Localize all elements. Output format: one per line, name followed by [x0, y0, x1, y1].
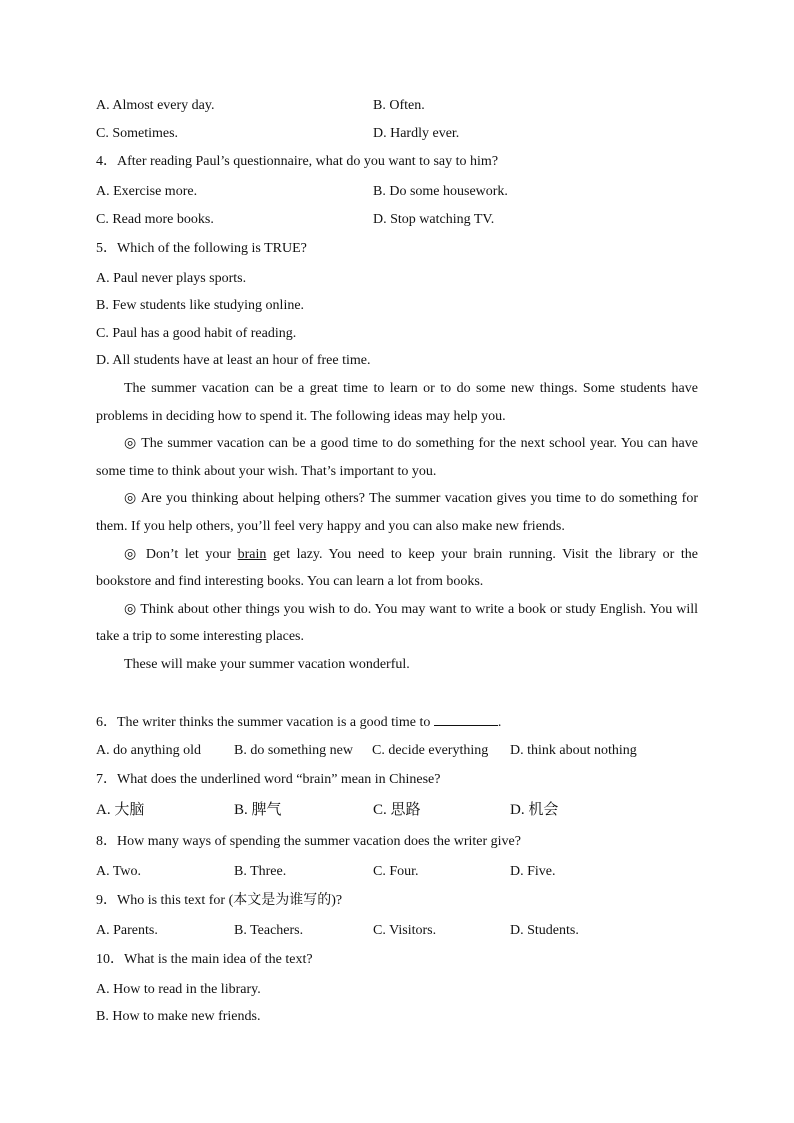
q5-option-c: C. Paul has a good habit of reading. [96, 326, 297, 341]
q8-option-b: B. Three. [234, 864, 287, 879]
q7-option-b: B. 脾气 [234, 802, 282, 818]
passage-idea-2: ◎ Are you thinking about helping others? The summer vacation gives you time to do something for them. If you help others, you’ll feel very happy and you can also make new friends. [96, 491, 698, 534]
q9-option-a: A. Parents. [96, 923, 158, 938]
q6-option-d: D. think about nothing [510, 743, 637, 758]
q4-option-b: B. Do some housework. [373, 184, 508, 199]
q7-stem: 7．What does the underlined word “brain” mean in Chinese? [96, 772, 441, 787]
q9-stem: 9．Who is this text for (本文是为谁写的)? [96, 893, 343, 908]
q10-option-a: A. How to read in the library. [96, 982, 261, 997]
q5-option-d: D. All students have at least an hour of free time. [96, 353, 371, 368]
q7-option-d: D. 机会 [510, 802, 559, 818]
passage-idea-1: ◎ The summer vacation can be a good time to do something for the next school year. You can have some time to think about your wish. That’s important to you. [96, 436, 698, 479]
passage-intro: The summer vacation can be a great time to learn or to do some new things. Some students have problems in deciding how to spend it. The following ideas may help you. [96, 381, 698, 424]
q6-stem: 6．The writer thinks the summer vacation is a good time to . [96, 712, 501, 732]
q6-option-a: A. do anything old [96, 743, 201, 758]
q3-option-b: B. Often. [373, 98, 425, 113]
q10-option-b: B. How to make new friends. [96, 1009, 261, 1024]
q5-option-a: A. Paul never plays sports. [96, 271, 247, 286]
q6-option-c: C. decide everything [372, 743, 489, 758]
q5-stem: 5．Which of the following is TRUE? [96, 241, 307, 256]
q4-stem: 4．After reading Paul’s questionnaire, what do you want to say to him? [96, 154, 499, 169]
answer-blank [434, 712, 498, 726]
q9-option-b: B. Teachers. [234, 923, 304, 938]
q7-option-c: C. 思路 [373, 802, 421, 818]
q4-option-c: C. Read more books. [96, 212, 214, 227]
passage-closing: These will make your summer vacation wonderful. [124, 656, 410, 672]
reading-passage [96, 375, 698, 679]
q4-option-a: A. Exercise more. [96, 184, 198, 199]
q8-option-c: C. Four. [373, 864, 419, 879]
q3-row-cd [96, 125, 460, 143]
q9-option-c: C. Visitors. [373, 923, 437, 938]
passage-idea-3: ◎ Don’t let your brain get lazy. You need to keep your brain running. Visit the library or the bookstore and find interesting books. You can learn a lot from books. [96, 546, 699, 590]
q3-option-c: C. Sometimes. [96, 126, 179, 141]
q6-option-b: B. do something new [234, 743, 353, 758]
q10-stem: 10．What is the main idea of the text? [96, 952, 313, 967]
q5-option-b: B. Few students like studying online. [96, 298, 305, 313]
q4-option-d: D. Stop watching TV. [373, 212, 495, 227]
q3-option-a: A. Almost every day. [96, 98, 215, 113]
q4-row-cd [96, 211, 495, 229]
q8-stem: 8．How many ways of spending the summer vacation does the writer give? [96, 834, 521, 849]
q7-option-a: A. 大脑 [96, 802, 145, 818]
q9-option-d: D. Students. [510, 923, 579, 938]
passage-idea-4: ◎ Think about other things you wish to do. You may want to write a book or study English. You will take a trip to some interesting places. [96, 601, 698, 645]
q8-option-a: A. Two. [96, 864, 142, 879]
q4-row-ab [96, 183, 508, 201]
underlined-word-brain: brain [237, 546, 267, 562]
q3-option-d: D. Hardly ever. [373, 126, 460, 141]
q8-option-d: D. Five. [510, 864, 556, 879]
q3-row-ab [96, 97, 425, 115]
